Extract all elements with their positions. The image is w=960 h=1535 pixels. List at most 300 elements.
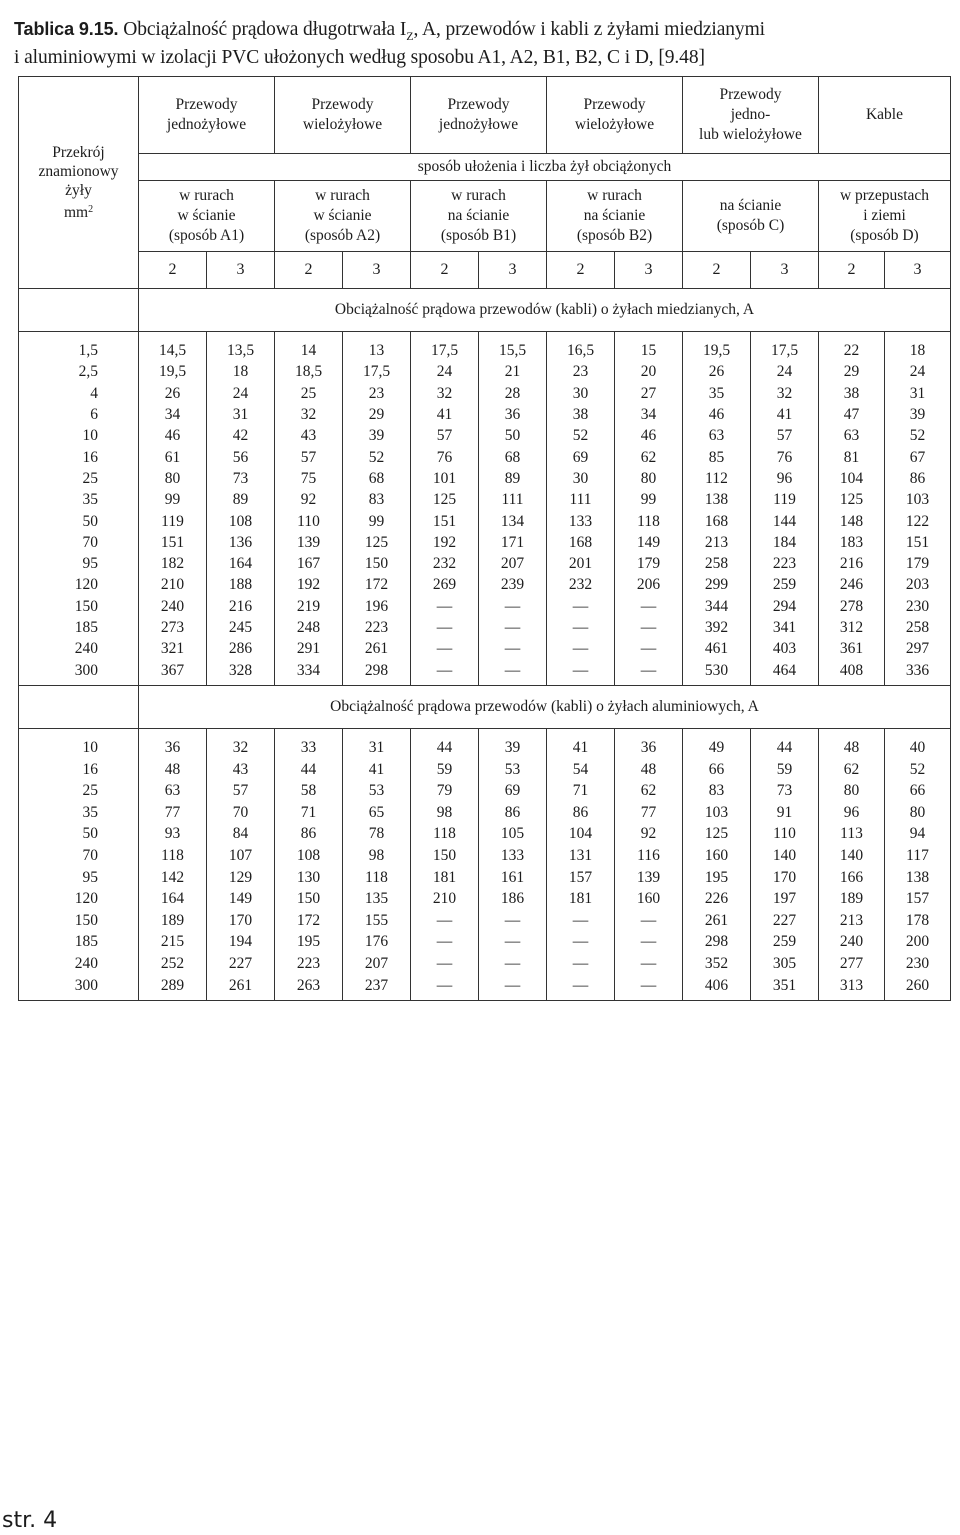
current-value-cell: 39	[343, 425, 411, 446]
current-value-cell: 57	[207, 780, 275, 802]
current-value-cell: 30	[547, 383, 615, 404]
current-value-cell: 167	[275, 553, 343, 574]
current-value-cell: —	[547, 596, 615, 617]
current-value-cell: 63	[819, 425, 885, 446]
copper-section-title: Obciążalność prądowa przewodów (kabli) o żyłach miedzianych, A	[139, 289, 951, 332]
current-value-cell: 89	[207, 489, 275, 510]
current-value-cell: 313	[819, 974, 885, 1000]
group-header-5: Przewody jedno- lub wielożyłowe	[683, 77, 819, 154]
current-value-cell: 63	[139, 780, 207, 802]
current-value-cell: 39	[479, 728, 547, 758]
current-value-cell: 172	[275, 910, 343, 932]
current-value-cell: 216	[207, 596, 275, 617]
caption-line2: i aluminiowymi w izolacji PVC ułożonych według sposobu A1, A2, B1, B2, C i D, [9.48]	[14, 46, 705, 68]
current-value-cell: 41	[411, 404, 479, 425]
current-value-cell: 91	[751, 802, 819, 824]
current-value-cell: 44	[411, 728, 479, 758]
group-header-1: Przewody jednożyłowe	[139, 77, 275, 154]
current-value-cell: 461	[683, 638, 751, 659]
core-count-cell: 3	[207, 252, 275, 289]
current-value-cell: 170	[751, 866, 819, 888]
current-value-cell: 299	[683, 574, 751, 595]
current-value-cell: 110	[751, 823, 819, 845]
current-value-cell: —	[615, 596, 683, 617]
copper-rows	[19, 332, 951, 686]
current-value-cell: 48	[139, 758, 207, 780]
current-value-cell: 138	[683, 489, 751, 510]
current-value-cell: 79	[411, 780, 479, 802]
current-value-cell: 223	[343, 617, 411, 638]
current-value-cell: —	[547, 974, 615, 1000]
current-value-cell: 83	[683, 780, 751, 802]
current-value-cell: 150	[343, 553, 411, 574]
current-value-cell: 17,5	[411, 332, 479, 362]
current-value-cell: 23	[547, 361, 615, 382]
current-value-cell: 63	[683, 425, 751, 446]
current-value-cell: 31	[885, 383, 951, 404]
table-row	[19, 361, 951, 382]
current-value-cell: 213	[819, 910, 885, 932]
current-value-cell: 23	[343, 383, 411, 404]
current-value-cell: —	[615, 931, 683, 953]
current-value-cell: 170	[207, 910, 275, 932]
current-value-cell: 29	[343, 404, 411, 425]
current-value-cell: 155	[343, 910, 411, 932]
current-value-cell: 15,5	[479, 332, 547, 362]
current-value-cell: 61	[139, 446, 207, 467]
core-count-cell: 2	[411, 252, 479, 289]
current-value-cell: —	[547, 617, 615, 638]
current-value-cell: 179	[615, 553, 683, 574]
current-value-cell: 219	[275, 596, 343, 617]
current-value-cell: 305	[751, 953, 819, 975]
current-value-cell: 53	[479, 758, 547, 780]
core-count-cell: 2	[275, 252, 343, 289]
cross-section-cell: 50	[19, 823, 139, 845]
current-value-cell: 17,5	[751, 332, 819, 362]
cross-section-cell: 10	[19, 425, 139, 446]
current-value-cell: 57	[411, 425, 479, 446]
current-value-cell: 44	[275, 758, 343, 780]
current-value-cell: 210	[139, 574, 207, 595]
current-value-cell: 240	[819, 931, 885, 953]
current-value-cell: 68	[479, 446, 547, 467]
current-value-cell: 140	[819, 845, 885, 867]
cross-section-cell: 240	[19, 638, 139, 659]
current-value-cell: 103	[885, 489, 951, 510]
current-value-cell: 19,5	[139, 361, 207, 382]
current-value-cell: 57	[751, 425, 819, 446]
current-value-cell: 38	[547, 404, 615, 425]
group-header-2: Przewody wielożyłowe	[275, 77, 411, 154]
current-value-cell: 122	[885, 510, 951, 531]
current-value-cell: 111	[547, 489, 615, 510]
current-value-cell: 73	[207, 468, 275, 489]
current-value-cell: —	[479, 638, 547, 659]
current-value-cell: 171	[479, 532, 547, 553]
current-value-cell: 188	[207, 574, 275, 595]
current-value-cell: —	[615, 974, 683, 1000]
current-value-cell: 195	[683, 866, 751, 888]
current-value-cell: 321	[139, 638, 207, 659]
current-value-cell: 86	[479, 802, 547, 824]
table-row	[19, 489, 951, 510]
current-value-cell: 237	[343, 974, 411, 1000]
current-value-cell: 183	[819, 532, 885, 553]
current-value-cell: 93	[139, 823, 207, 845]
current-value-cell: 25	[275, 383, 343, 404]
current-value-cell: 192	[275, 574, 343, 595]
core-count-cell: 2	[547, 252, 615, 289]
current-value-cell: 80	[139, 468, 207, 489]
current-value-cell: 31	[343, 728, 411, 758]
current-value-cell: 259	[751, 931, 819, 953]
cross-section-cell: 240	[19, 953, 139, 975]
current-value-cell: 125	[343, 532, 411, 553]
current-value-cell: 84	[207, 823, 275, 845]
current-value-cell: 30	[547, 468, 615, 489]
current-value-cell: 194	[207, 931, 275, 953]
current-value-cell: 86	[275, 823, 343, 845]
current-value-cell: 352	[683, 953, 751, 975]
current-value-cell: 68	[343, 468, 411, 489]
current-value-cell: 56	[207, 446, 275, 467]
current-value-cell: 43	[207, 758, 275, 780]
current-value-cell: 192	[411, 532, 479, 553]
current-value-cell: 85	[683, 446, 751, 467]
current-value-cell: 178	[885, 910, 951, 932]
current-value-cell: 43	[275, 425, 343, 446]
current-value-cell: 341	[751, 617, 819, 638]
current-value-cell: 89	[479, 468, 547, 489]
current-value-cell: —	[615, 953, 683, 975]
current-value-cell: 168	[547, 532, 615, 553]
table-row	[19, 574, 951, 595]
method-b1: w rurach na ścianie (sposób B1)	[411, 181, 547, 252]
current-capacity-table	[18, 76, 951, 1001]
cross-section-cell: 95	[19, 553, 139, 574]
current-value-cell: 24	[885, 361, 951, 382]
current-value-cell: 22	[819, 332, 885, 362]
current-value-cell: 226	[683, 888, 751, 910]
cross-section-cell: 35	[19, 802, 139, 824]
current-value-cell: 98	[411, 802, 479, 824]
current-value-cell: 71	[547, 780, 615, 802]
current-value-cell: —	[547, 659, 615, 685]
core-count-cell: 3	[615, 252, 683, 289]
current-value-cell: 230	[885, 953, 951, 975]
cross-section-cell: 35	[19, 489, 139, 510]
current-value-cell: —	[547, 910, 615, 932]
table-row	[19, 638, 951, 659]
current-value-cell: 334	[275, 659, 343, 685]
current-value-cell: 32	[411, 383, 479, 404]
current-value-cell: 76	[411, 446, 479, 467]
current-value-cell: 184	[751, 532, 819, 553]
current-value-cell: 80	[885, 802, 951, 824]
current-value-cell: 351	[751, 974, 819, 1000]
current-value-cell: 263	[275, 974, 343, 1000]
current-value-cell: —	[411, 931, 479, 953]
table-row	[19, 425, 951, 446]
current-value-cell: 46	[139, 425, 207, 446]
current-value-cell: 206	[615, 574, 683, 595]
current-value-cell: 273	[139, 617, 207, 638]
cores-row	[19, 252, 951, 289]
current-value-cell: 182	[139, 553, 207, 574]
current-value-cell: 52	[885, 425, 951, 446]
current-value-cell: 76	[751, 446, 819, 467]
current-value-cell: 49	[683, 728, 751, 758]
current-value-cell: 32	[207, 728, 275, 758]
current-value-cell: 70	[207, 802, 275, 824]
current-value-cell: 227	[207, 953, 275, 975]
current-value-cell: 26	[683, 361, 751, 382]
current-value-cell: 166	[819, 866, 885, 888]
current-value-cell: 101	[411, 468, 479, 489]
current-value-cell: 200	[885, 931, 951, 953]
caption-line1-rest: , A, przewodów i kabli z żyłami miedzianymi	[413, 19, 765, 40]
current-value-cell: 21	[479, 361, 547, 382]
table-row	[19, 383, 951, 404]
current-value-cell: —	[547, 931, 615, 953]
current-value-cell: 277	[819, 953, 885, 975]
current-value-cell: 213	[683, 532, 751, 553]
current-value-cell: 41	[343, 758, 411, 780]
current-value-cell: 312	[819, 617, 885, 638]
current-value-cell: 58	[275, 780, 343, 802]
current-value-cell: 96	[819, 802, 885, 824]
current-value-cell: —	[479, 974, 547, 1000]
current-value-cell: 104	[547, 823, 615, 845]
current-value-cell: 54	[547, 758, 615, 780]
current-value-cell: 240	[139, 596, 207, 617]
current-value-cell: 298	[343, 659, 411, 685]
current-value-cell: 62	[615, 780, 683, 802]
current-value-cell: 261	[207, 974, 275, 1000]
current-value-cell: 77	[139, 802, 207, 824]
current-value-cell: 189	[139, 910, 207, 932]
current-value-cell: 298	[683, 931, 751, 953]
current-value-cell: 24	[751, 361, 819, 382]
current-value-cell: 36	[615, 728, 683, 758]
current-value-cell: 80	[819, 780, 885, 802]
current-value-cell: 59	[411, 758, 479, 780]
current-value-cell: 80	[615, 468, 683, 489]
cross-section-cell: 300	[19, 659, 139, 685]
table-row	[19, 617, 951, 638]
current-value-cell: 48	[819, 728, 885, 758]
current-value-cell: 392	[683, 617, 751, 638]
table-row	[19, 553, 951, 574]
current-value-cell: 71	[275, 802, 343, 824]
current-value-cell: 144	[751, 510, 819, 531]
current-value-cell: 36	[139, 728, 207, 758]
current-value-cell: 57	[275, 446, 343, 467]
table-row	[19, 974, 951, 1000]
core-count-cell: 2	[819, 252, 885, 289]
current-value-cell: 258	[885, 617, 951, 638]
table-row	[19, 888, 951, 910]
page-number: str. 4	[2, 1508, 58, 1533]
current-value-cell: 203	[885, 574, 951, 595]
current-value-cell: 133	[547, 510, 615, 531]
method-b2: w rurach na ścianie (sposób B2)	[547, 181, 683, 252]
current-value-cell: 69	[547, 446, 615, 467]
current-value-cell: 28	[479, 383, 547, 404]
current-value-cell: 13,5	[207, 332, 275, 362]
current-value-cell: 149	[207, 888, 275, 910]
current-value-cell: 92	[615, 823, 683, 845]
current-value-cell: 172	[343, 574, 411, 595]
aluminium-rows	[19, 728, 951, 1000]
current-value-cell: 157	[547, 866, 615, 888]
current-value-cell: 179	[885, 553, 951, 574]
current-value-cell: —	[411, 910, 479, 932]
current-value-cell: —	[479, 931, 547, 953]
current-value-cell: 73	[751, 780, 819, 802]
current-value-cell: 16,5	[547, 332, 615, 362]
current-value-cell: 367	[139, 659, 207, 685]
current-value-cell: 232	[411, 553, 479, 574]
current-value-cell: 150	[411, 845, 479, 867]
current-value-cell: 125	[819, 489, 885, 510]
current-value-cell: 259	[751, 574, 819, 595]
current-value-cell: 46	[615, 425, 683, 446]
current-value-cell: 197	[751, 888, 819, 910]
cross-section-cell: 185	[19, 931, 139, 953]
current-value-cell: 48	[615, 758, 683, 780]
current-value-cell: 13	[343, 332, 411, 362]
current-value-cell: —	[547, 638, 615, 659]
current-value-cell: 118	[139, 845, 207, 867]
current-value-cell: 148	[819, 510, 885, 531]
current-value-cell: 140	[751, 845, 819, 867]
current-value-cell: 107	[207, 845, 275, 867]
cross-section-cell: 6	[19, 404, 139, 425]
table-row	[19, 780, 951, 802]
current-value-cell: 75	[275, 468, 343, 489]
group-header-4: Przewody wielożyłowe	[547, 77, 683, 154]
current-value-cell: 261	[683, 910, 751, 932]
current-value-cell: —	[615, 617, 683, 638]
stub-header: Przekrój znamionowy żyły $mm^2$	[19, 77, 139, 289]
current-value-cell: 96	[751, 468, 819, 489]
current-value-cell: 35	[683, 383, 751, 404]
current-value-cell: 103	[683, 802, 751, 824]
current-value-cell: 111	[479, 489, 547, 510]
current-value-cell: 116	[615, 845, 683, 867]
cross-section-cell: 70	[19, 532, 139, 553]
aluminium-section-title: Obciążalność prądowa przewodów (kabli) o żyłach aluminiowych, A	[139, 685, 951, 728]
current-value-cell: 52	[343, 446, 411, 467]
table-row	[19, 910, 951, 932]
current-value-cell: 328	[207, 659, 275, 685]
current-value-cell: 42	[207, 425, 275, 446]
method-a1: w rurach w ścianie (sposób A1)	[139, 181, 275, 252]
current-value-cell: 289	[139, 974, 207, 1000]
current-value-cell: 98	[343, 845, 411, 867]
current-value-cell: 66	[683, 758, 751, 780]
current-value-cell: 19,5	[683, 332, 751, 362]
current-value-cell: 278	[819, 596, 885, 617]
current-value-cell: —	[411, 617, 479, 638]
table-row	[19, 931, 951, 953]
current-value-cell: 14	[275, 332, 343, 362]
current-value-cell: 129	[207, 866, 275, 888]
current-value-cell: 50	[479, 425, 547, 446]
current-value-cell: —	[479, 953, 547, 975]
table-row	[19, 510, 951, 531]
current-value-cell: 269	[411, 574, 479, 595]
current-value-cell: 47	[819, 404, 885, 425]
current-value-cell: 62	[615, 446, 683, 467]
current-value-cell: 113	[819, 823, 885, 845]
current-value-cell: 27	[615, 383, 683, 404]
current-value-cell: 131	[547, 845, 615, 867]
current-value-cell: 232	[547, 574, 615, 595]
table-row	[19, 953, 951, 975]
current-value-cell: 99	[615, 489, 683, 510]
current-value-cell: 135	[343, 888, 411, 910]
current-value-cell: 151	[885, 532, 951, 553]
cross-section-cell: 185	[19, 617, 139, 638]
cross-section-cell: 150	[19, 596, 139, 617]
current-value-cell: 151	[411, 510, 479, 531]
cross-section-cell: 25	[19, 780, 139, 802]
current-value-cell: 14,5	[139, 332, 207, 362]
current-value-cell: 17,5	[343, 361, 411, 382]
current-value-cell: 403	[751, 638, 819, 659]
current-value-cell: 118	[343, 866, 411, 888]
current-value-cell: 157	[885, 888, 951, 910]
current-value-cell: 29	[819, 361, 885, 382]
current-value-cell: 52	[885, 758, 951, 780]
current-value-cell: —	[479, 617, 547, 638]
current-value-cell: 36	[479, 404, 547, 425]
cross-section-cell: 120	[19, 888, 139, 910]
cross-section-cell: 2,5	[19, 361, 139, 382]
current-value-cell: 406	[683, 974, 751, 1000]
current-value-cell: 77	[615, 802, 683, 824]
current-value-cell: 258	[683, 553, 751, 574]
current-value-cell: —	[615, 638, 683, 659]
current-value-cell: 246	[819, 574, 885, 595]
current-value-cell: 239	[479, 574, 547, 595]
current-value-cell: 86	[885, 468, 951, 489]
current-value-cell: 130	[275, 866, 343, 888]
current-value-cell: —	[479, 910, 547, 932]
current-value-cell: 207	[479, 553, 547, 574]
cross-section-cell: 120	[19, 574, 139, 595]
current-value-cell: 181	[411, 866, 479, 888]
current-value-cell: 286	[207, 638, 275, 659]
current-value-cell: 24	[207, 383, 275, 404]
current-value-cell: 530	[683, 659, 751, 685]
current-value-cell: 99	[343, 510, 411, 531]
current-value-cell: —	[411, 638, 479, 659]
cross-section-cell: 70	[19, 845, 139, 867]
current-value-cell: 32	[751, 383, 819, 404]
current-value-cell: 160	[615, 888, 683, 910]
core-count-cell: 2	[139, 252, 207, 289]
current-value-cell: 59	[751, 758, 819, 780]
current-value-cell: 99	[139, 489, 207, 510]
current-value-cell: —	[411, 596, 479, 617]
current-value-cell: 138	[885, 866, 951, 888]
current-value-cell: 164	[139, 888, 207, 910]
current-value-cell: —	[411, 974, 479, 1000]
